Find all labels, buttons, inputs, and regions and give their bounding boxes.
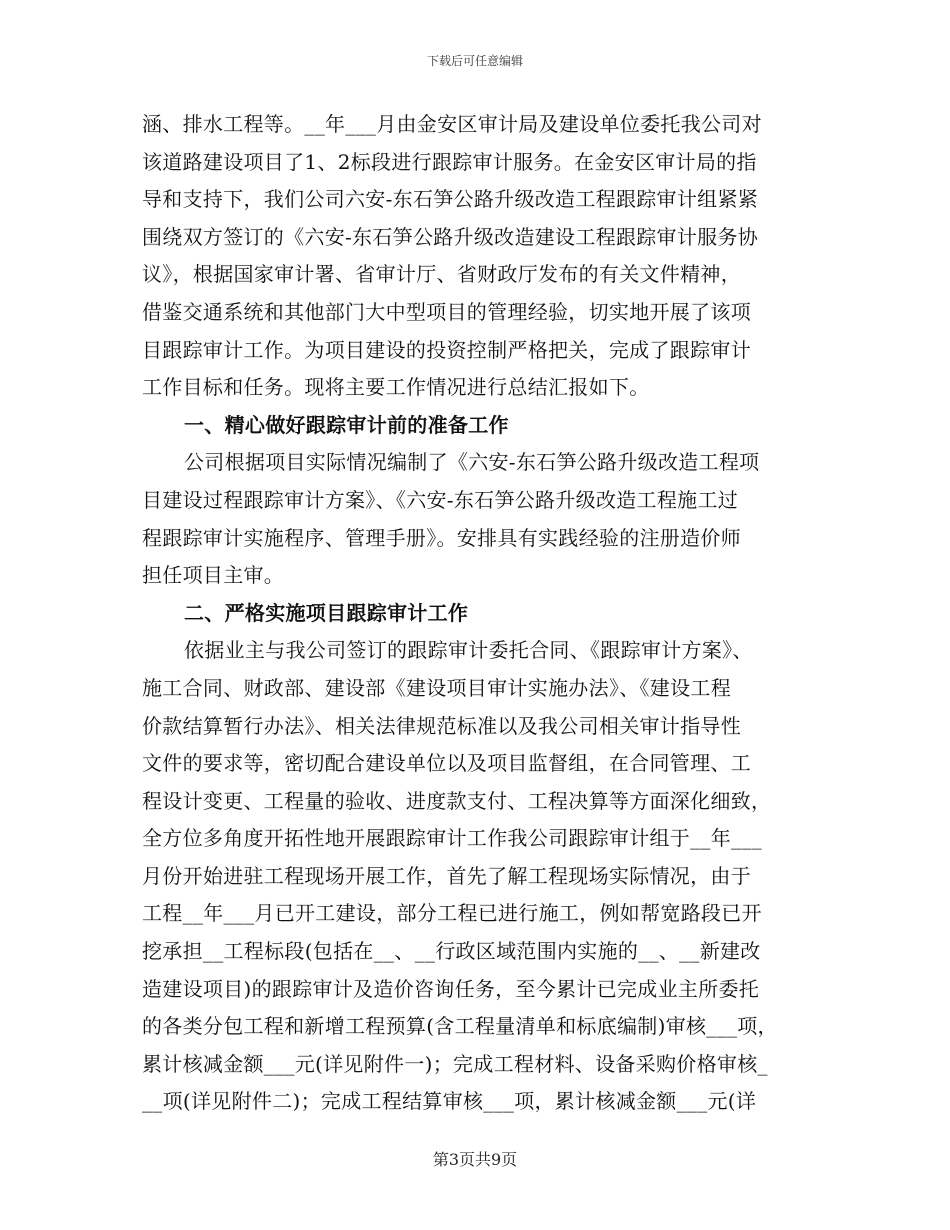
body-line: 议》，根据国家审计署、省审计厅、省财政厅发布的有关文件精神， — [142, 262, 741, 287]
body-line: 目跟踪审计工作。为项目建设的投资控制严格把关，完成了跟踪审计 — [142, 337, 751, 362]
body-line: 涵、排水工程等。__年___月由金安区审计局及建设单位委托我公司对 — [142, 112, 762, 136]
body-line: 月份开始进驻工程现场开展工作，首先了解工程现场实际情况，由于 — [142, 863, 751, 888]
body-line: 挖承担__工程标段(包括在__、__行政区域范围内实施的__、__新建改 — [142, 939, 761, 964]
section-heading-2: 二、严格实施项目跟踪审计工作 — [184, 600, 469, 625]
body-line: 导和支持下，我们公司六安-东石笋公路升级改造工程跟踪审计组紧紧 — [142, 187, 759, 212]
body-line: 工作目标和任务。现将主要工作情况进行总结汇报如下。 — [142, 375, 650, 400]
section-heading-1: 一、精心做好跟踪审计前的准备工作 — [184, 412, 509, 437]
body-line: 借鉴交通系统和其他部门大中型项目的管理经验，切实地开展了该项 — [142, 299, 751, 324]
body-line: 造建设项目)的跟踪审计及造价咨询任务，至今累计已完成业主所委托 — [142, 976, 760, 1001]
page-header: 下载后可任意编辑 — [426, 54, 523, 68]
body-line: 担任项目主审。 — [142, 563, 285, 588]
body-line: 累计核减金额___元(详见附件一)；完成工程材料、设备采购价格审核_ — [142, 1051, 768, 1076]
body-line: 该道路建设项目了1、2标段进行跟踪审计服务。在金安区审计局的指 — [142, 149, 757, 174]
page-number: 第3页共9页 — [432, 1150, 518, 1169]
document-body — [142, 106, 812, 1121]
body-line: 施工合同、财政部、建设部《建设项目审计实施办法》、《建设工程 — [142, 675, 731, 700]
paragraph-first-line: 依据业主与我公司签订的跟踪审计委托合同、《跟踪审计方案》、 — [184, 638, 753, 663]
body-line: 目建设过程跟踪审计方案》、《六安-东石笋公路升级改造工程施工过 — [142, 487, 739, 512]
body-line: 程跟踪审计实施程序、管理手册》。安排具有实践经验的注册造价师 — [142, 525, 741, 550]
body-line: 工程__年___月已开工建设，部分工程已进行施工，例如帮宽路段已开 — [142, 901, 762, 926]
body-line: 程设计变更、工程量的验收、进度款支付、工程决算等方面深化细致， — [142, 788, 772, 813]
paragraph-first-line: 公司根据项目实际情况编制了《六安-东石笋公路升级改造工程项 — [184, 450, 760, 475]
body-line: 文件的要求等，密切配合建设单位以及项目监督组，在合同管理、工 — [142, 751, 751, 776]
body-line: 价款结算暂行办法》、相关法律规范标准以及我公司相关审计指导性 — [142, 713, 741, 738]
body-line: __项(详见附件二)；完成工程结算审核___项，累计核减金额___元(详 — [142, 1089, 757, 1114]
body-line: 的各类分包工程和新增工程预算(含工程量清单和标底编制)审核___项， — [142, 1014, 778, 1039]
body-line: 围绕双方签订的《六安-东石笋公路升级改造建设工程跟踪审计服务协 — [142, 224, 759, 249]
body-line: 全方位多角度开拓性地开展跟踪审计工作我公司跟踪审计组于__年___ — [142, 826, 762, 851]
